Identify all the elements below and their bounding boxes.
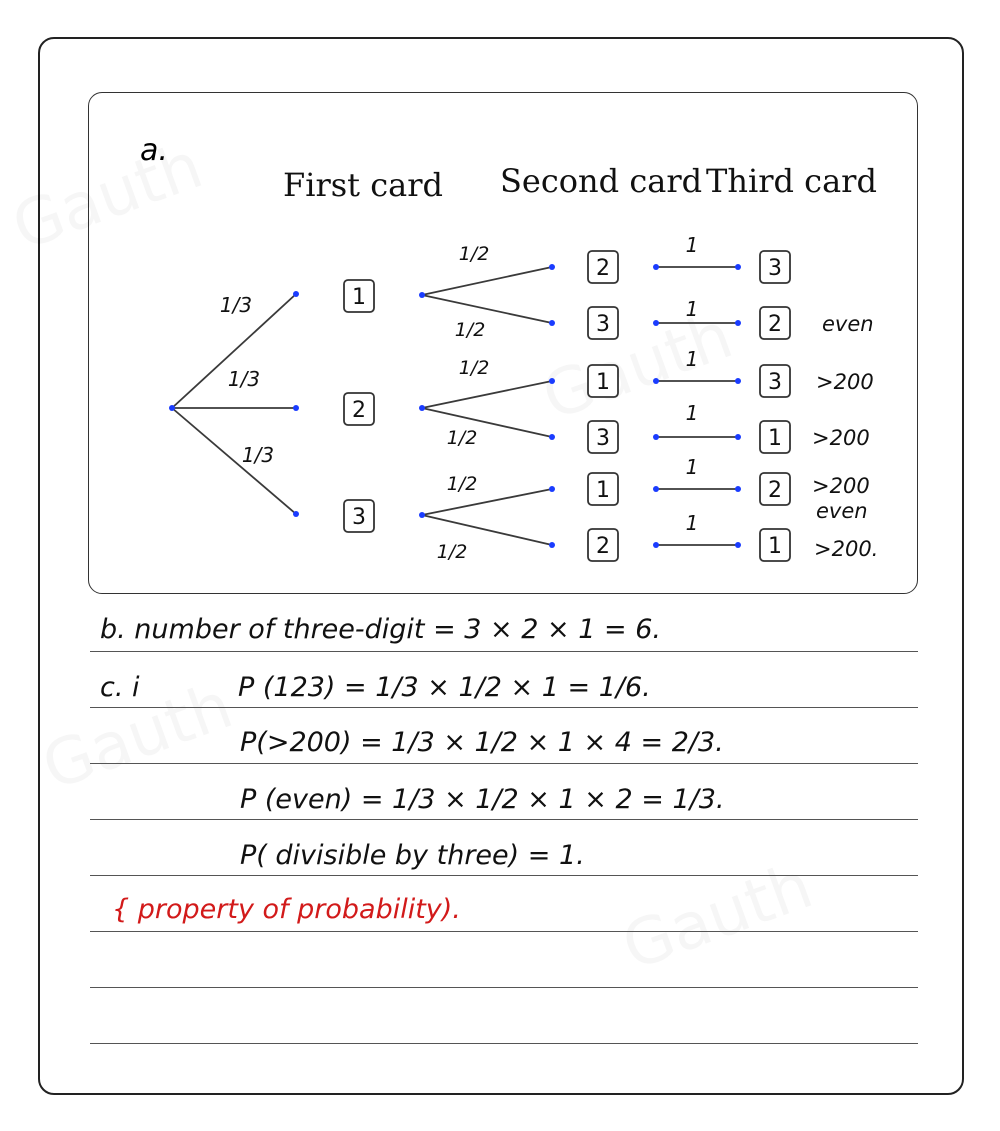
prob-l2-6: 1/2: [436, 541, 468, 563]
part-c-label: c. i: [100, 672, 140, 703]
ruled-line: [90, 987, 918, 988]
card-l2-4: 3: [596, 426, 610, 451]
prob-l3-6: 1: [685, 511, 699, 535]
ruled-line: [90, 763, 918, 764]
ruled-line: [90, 931, 918, 932]
card-l3-5: 2: [768, 478, 782, 503]
part-b-answer: b. number of three-digit = 3 × 2 × 1 = 6.: [100, 614, 661, 645]
part-c-red-note: { property of probability).: [112, 894, 461, 925]
level3-cards: [760, 251, 790, 561]
prob-l2-3: 1/2: [458, 357, 490, 379]
card-l3-3: 3: [768, 370, 782, 395]
part-c-line-2: P(>200) = 1/3 × 1/2 × 1 × 4 = 2/3.: [240, 727, 724, 758]
card-l2-6: 2: [596, 534, 610, 559]
card-l2-5: 1: [596, 478, 610, 503]
ruled-line: [90, 819, 918, 820]
note-row-6: >200.: [814, 537, 879, 561]
ruled-line: [90, 875, 918, 876]
part-c-line-1: P (123) = 1/3 × 1/2 × 1 = 1/6.: [238, 672, 651, 703]
level2-cards: [588, 251, 618, 561]
prob-l3-3: 1: [685, 347, 699, 371]
card-l2-1: 2: [596, 256, 610, 281]
card-l1-1: 1: [352, 285, 366, 310]
note-row-2: even: [822, 312, 874, 336]
note-row-5: >200: [812, 474, 870, 498]
card-l2-2: 3: [596, 312, 610, 337]
header-third-card: Third card: [706, 162, 877, 200]
prob-l3-2: 1: [685, 297, 699, 321]
prob-l1-2: 1/3: [227, 367, 261, 391]
prob-l2-2: 1/2: [454, 319, 486, 341]
card-l3-1: 3: [768, 256, 782, 281]
prob-l1-3: 1/3: [241, 443, 275, 467]
prob-l3-1: 1: [685, 233, 699, 257]
prob-l2-4: 1/2: [446, 427, 478, 449]
part-c-line-4: P( divisible by three) = 1.: [240, 840, 585, 871]
prob-l3-5: 1: [685, 455, 699, 479]
card-l1-2: 2: [352, 398, 366, 423]
card-l3-4: 1: [768, 426, 782, 451]
note-row-4: >200: [812, 426, 870, 450]
prob-l2-5: 1/2: [446, 473, 478, 495]
ruled-line: [90, 707, 918, 708]
part-c-line-3: P (even) = 1/3 × 1/2 × 1 × 2 = 1/3.: [240, 784, 725, 815]
header-second-card: Second card: [500, 162, 703, 200]
card-l3-2: 2: [768, 312, 782, 337]
ruled-line: [90, 651, 918, 652]
card-l3-6: 1: [768, 534, 782, 559]
ruled-line: [90, 1043, 918, 1044]
note-row-5-extra: even: [816, 499, 868, 523]
prob-l1-1: 1/3: [219, 293, 253, 317]
header-first-card: First card: [283, 166, 443, 204]
card-l2-3: 1: [596, 370, 610, 395]
prob-l3-4: 1: [685, 401, 699, 425]
note-row-3: >200: [816, 370, 874, 394]
card-l1-3: 3: [352, 505, 366, 530]
prob-l2-1: 1/2: [458, 243, 490, 265]
part-a-label: a.: [140, 133, 168, 168]
